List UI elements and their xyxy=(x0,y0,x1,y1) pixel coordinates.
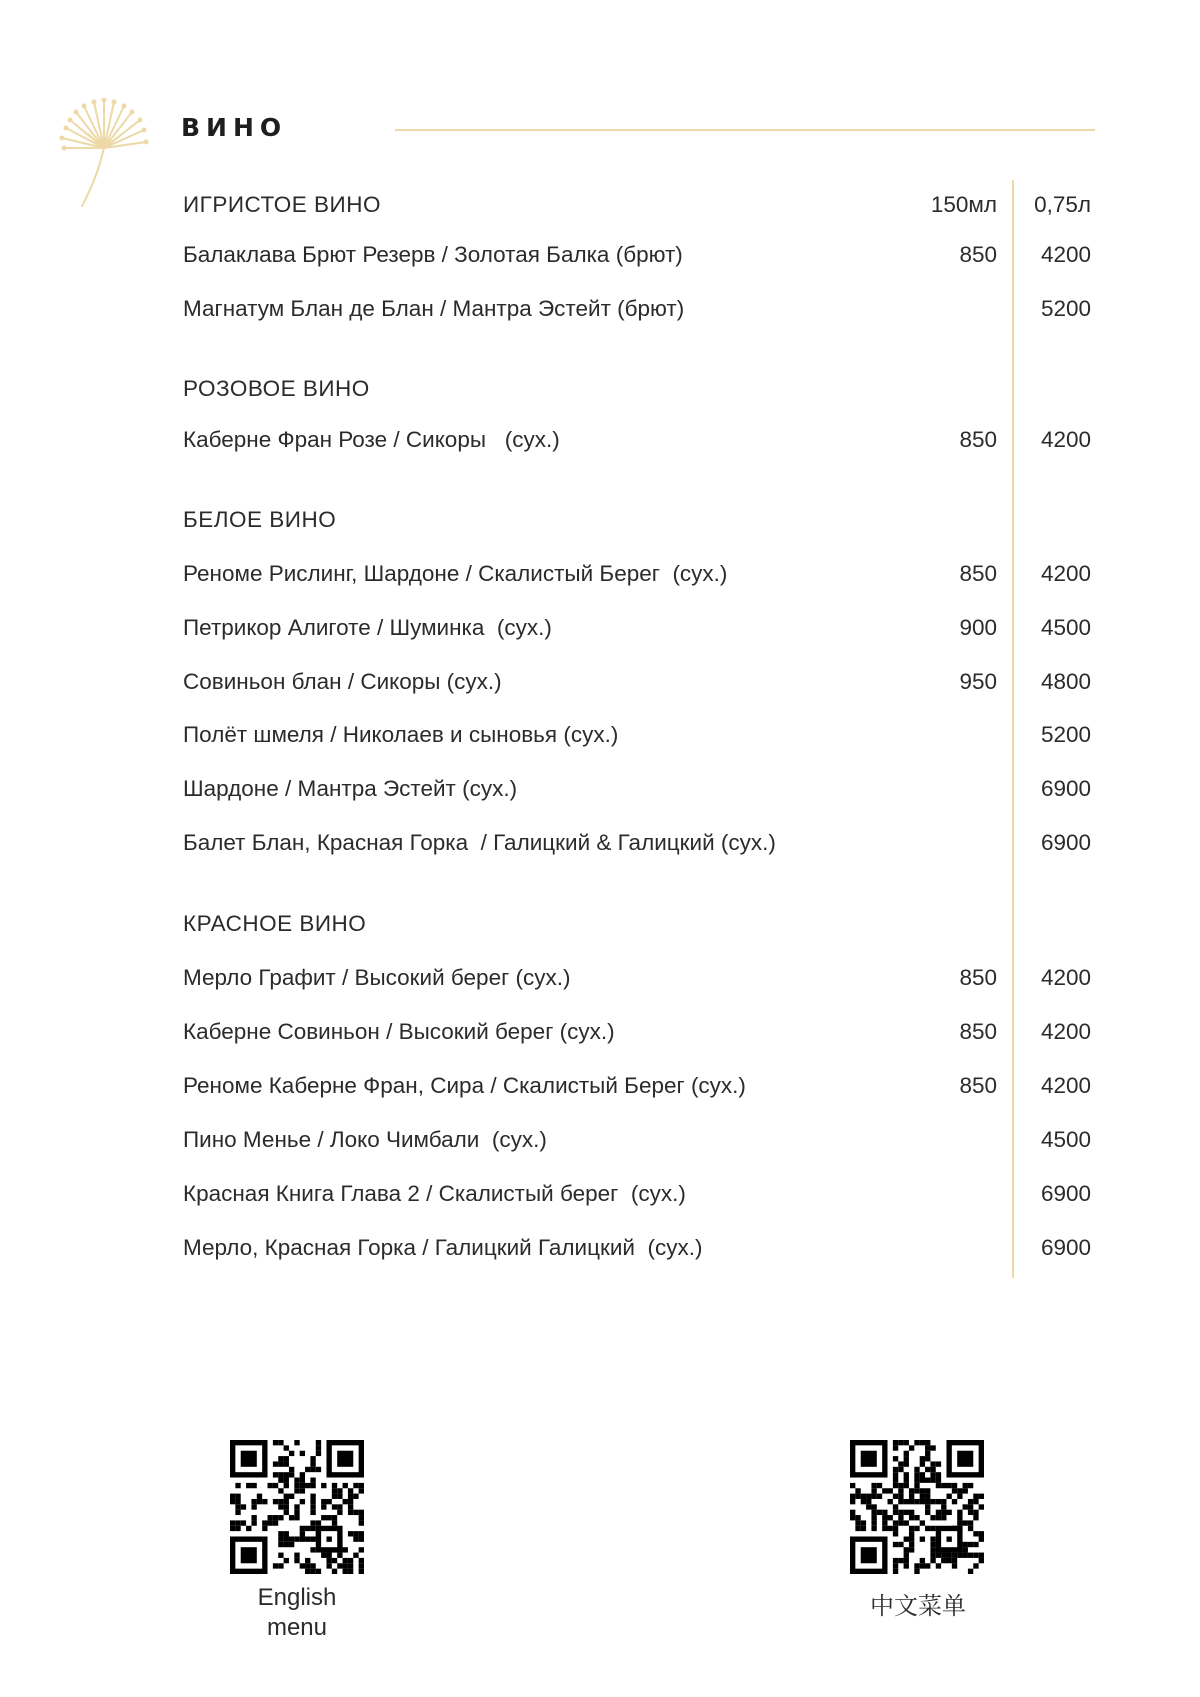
menu-item: Магнатум Блан де Блан / Мантра Эстейт (брют) 5200 xyxy=(0,292,1200,326)
price-glass: 850 xyxy=(959,561,997,586)
menu-item: Реноме Рислинг, Шардоне / Скалистый Берег (сух.) 850 4200 xyxy=(0,557,1200,591)
menu-item: Красная Книга Глава 2 / Скалистый берег (сух.) 6900 xyxy=(0,1177,1200,1211)
price-bottle: 4200 xyxy=(1040,427,1091,452)
price-bottle: 6900 xyxy=(1040,776,1091,801)
price-bottle: 4200 xyxy=(1040,561,1091,586)
menu-item: Каберне Совиньон / Высокий берег (сух.) 850 4200 xyxy=(0,1015,1200,1049)
price-glass: 850 xyxy=(959,427,997,452)
price-bottle: 5200 xyxy=(1040,722,1091,747)
price-glass: 900 xyxy=(959,615,997,640)
price-bottle: 4200 xyxy=(1040,242,1091,267)
menu-item: Полёт шмеля / Николаев и сыновья (сух.) 5200 xyxy=(0,718,1200,752)
price-glass: 850 xyxy=(959,242,997,267)
page-title: ВИНО xyxy=(181,113,288,142)
menu-item: Балаклава Брют Резерв / Золотая Балка (брют) 850 4200 xyxy=(0,238,1200,272)
price-bottle: 4200 xyxy=(1040,965,1091,990)
price-bottle: 6900 xyxy=(1040,1235,1091,1260)
price-bottle: 5200 xyxy=(1040,296,1091,321)
menu-item: Балет Блан, Красная Горка / Галицкий & Галицкий (сух.) 6900 xyxy=(0,826,1200,860)
menu-item: Шардоне / Мантра Эстейт (сух.) 6900 xyxy=(0,772,1200,806)
price-bottle: 4800 xyxy=(1040,669,1091,694)
qr-label-chinese: 中文菜单 xyxy=(870,1592,966,1620)
price-bottle: 4200 xyxy=(1040,1073,1091,1098)
price-glass: 950 xyxy=(959,669,997,694)
section-header-sparkling: ИГРИСТОЕ ВИНО 150мл 0,75л xyxy=(0,188,1200,222)
menu-item: Петрикор Алиготе / Шуминка (сух.) 900 4500 xyxy=(0,611,1200,645)
price-bottle: 4500 xyxy=(1040,615,1091,640)
price-glass: 850 xyxy=(959,1073,997,1098)
section-header-rose: РОЗОВОЕ ВИНО xyxy=(183,376,370,401)
price-bottle: 6900 xyxy=(1040,1181,1091,1206)
column-header-bottle: 0,75л xyxy=(1034,192,1091,217)
qr-code-icon[interactable] xyxy=(230,1440,364,1574)
qr-code-icon[interactable] xyxy=(850,1440,984,1574)
column-header-glass: 150мл xyxy=(930,192,997,217)
menu-item: Совиньон блан / Сикоры (сух.) 950 4800 xyxy=(0,665,1200,699)
qr-label-english: English menu xyxy=(257,1584,337,1641)
price-bottle: 6900 xyxy=(1040,830,1091,855)
price-bottle: 4200 xyxy=(1040,1019,1091,1044)
price-bottle: 4500 xyxy=(1040,1127,1091,1152)
menu-item: Мерло Графит / Высокий берег (сух.) 850 4200 xyxy=(0,961,1200,995)
menu-item: Мерло, Красная Горка / Галицкий Галицкий (сух.) 6900 xyxy=(0,1231,1200,1265)
menu-item: Пино Менье / Локо Чимбали (сух.) 4500 xyxy=(0,1123,1200,1157)
menu-item: Каберне Фран Розе / Сикоры (сух.) 850 4200 xyxy=(0,423,1200,457)
menu-item: Реноме Каберне Фран, Сира / Скалистый Берег (сух.) 850 4200 xyxy=(0,1069,1200,1103)
section-header-red: КРАСНОЕ ВИНО xyxy=(183,911,367,936)
section-header-white: БЕЛОЕ ВИНО xyxy=(183,507,337,532)
title-divider xyxy=(395,129,1095,131)
price-glass: 850 xyxy=(959,965,997,990)
price-glass: 850 xyxy=(959,1019,997,1044)
